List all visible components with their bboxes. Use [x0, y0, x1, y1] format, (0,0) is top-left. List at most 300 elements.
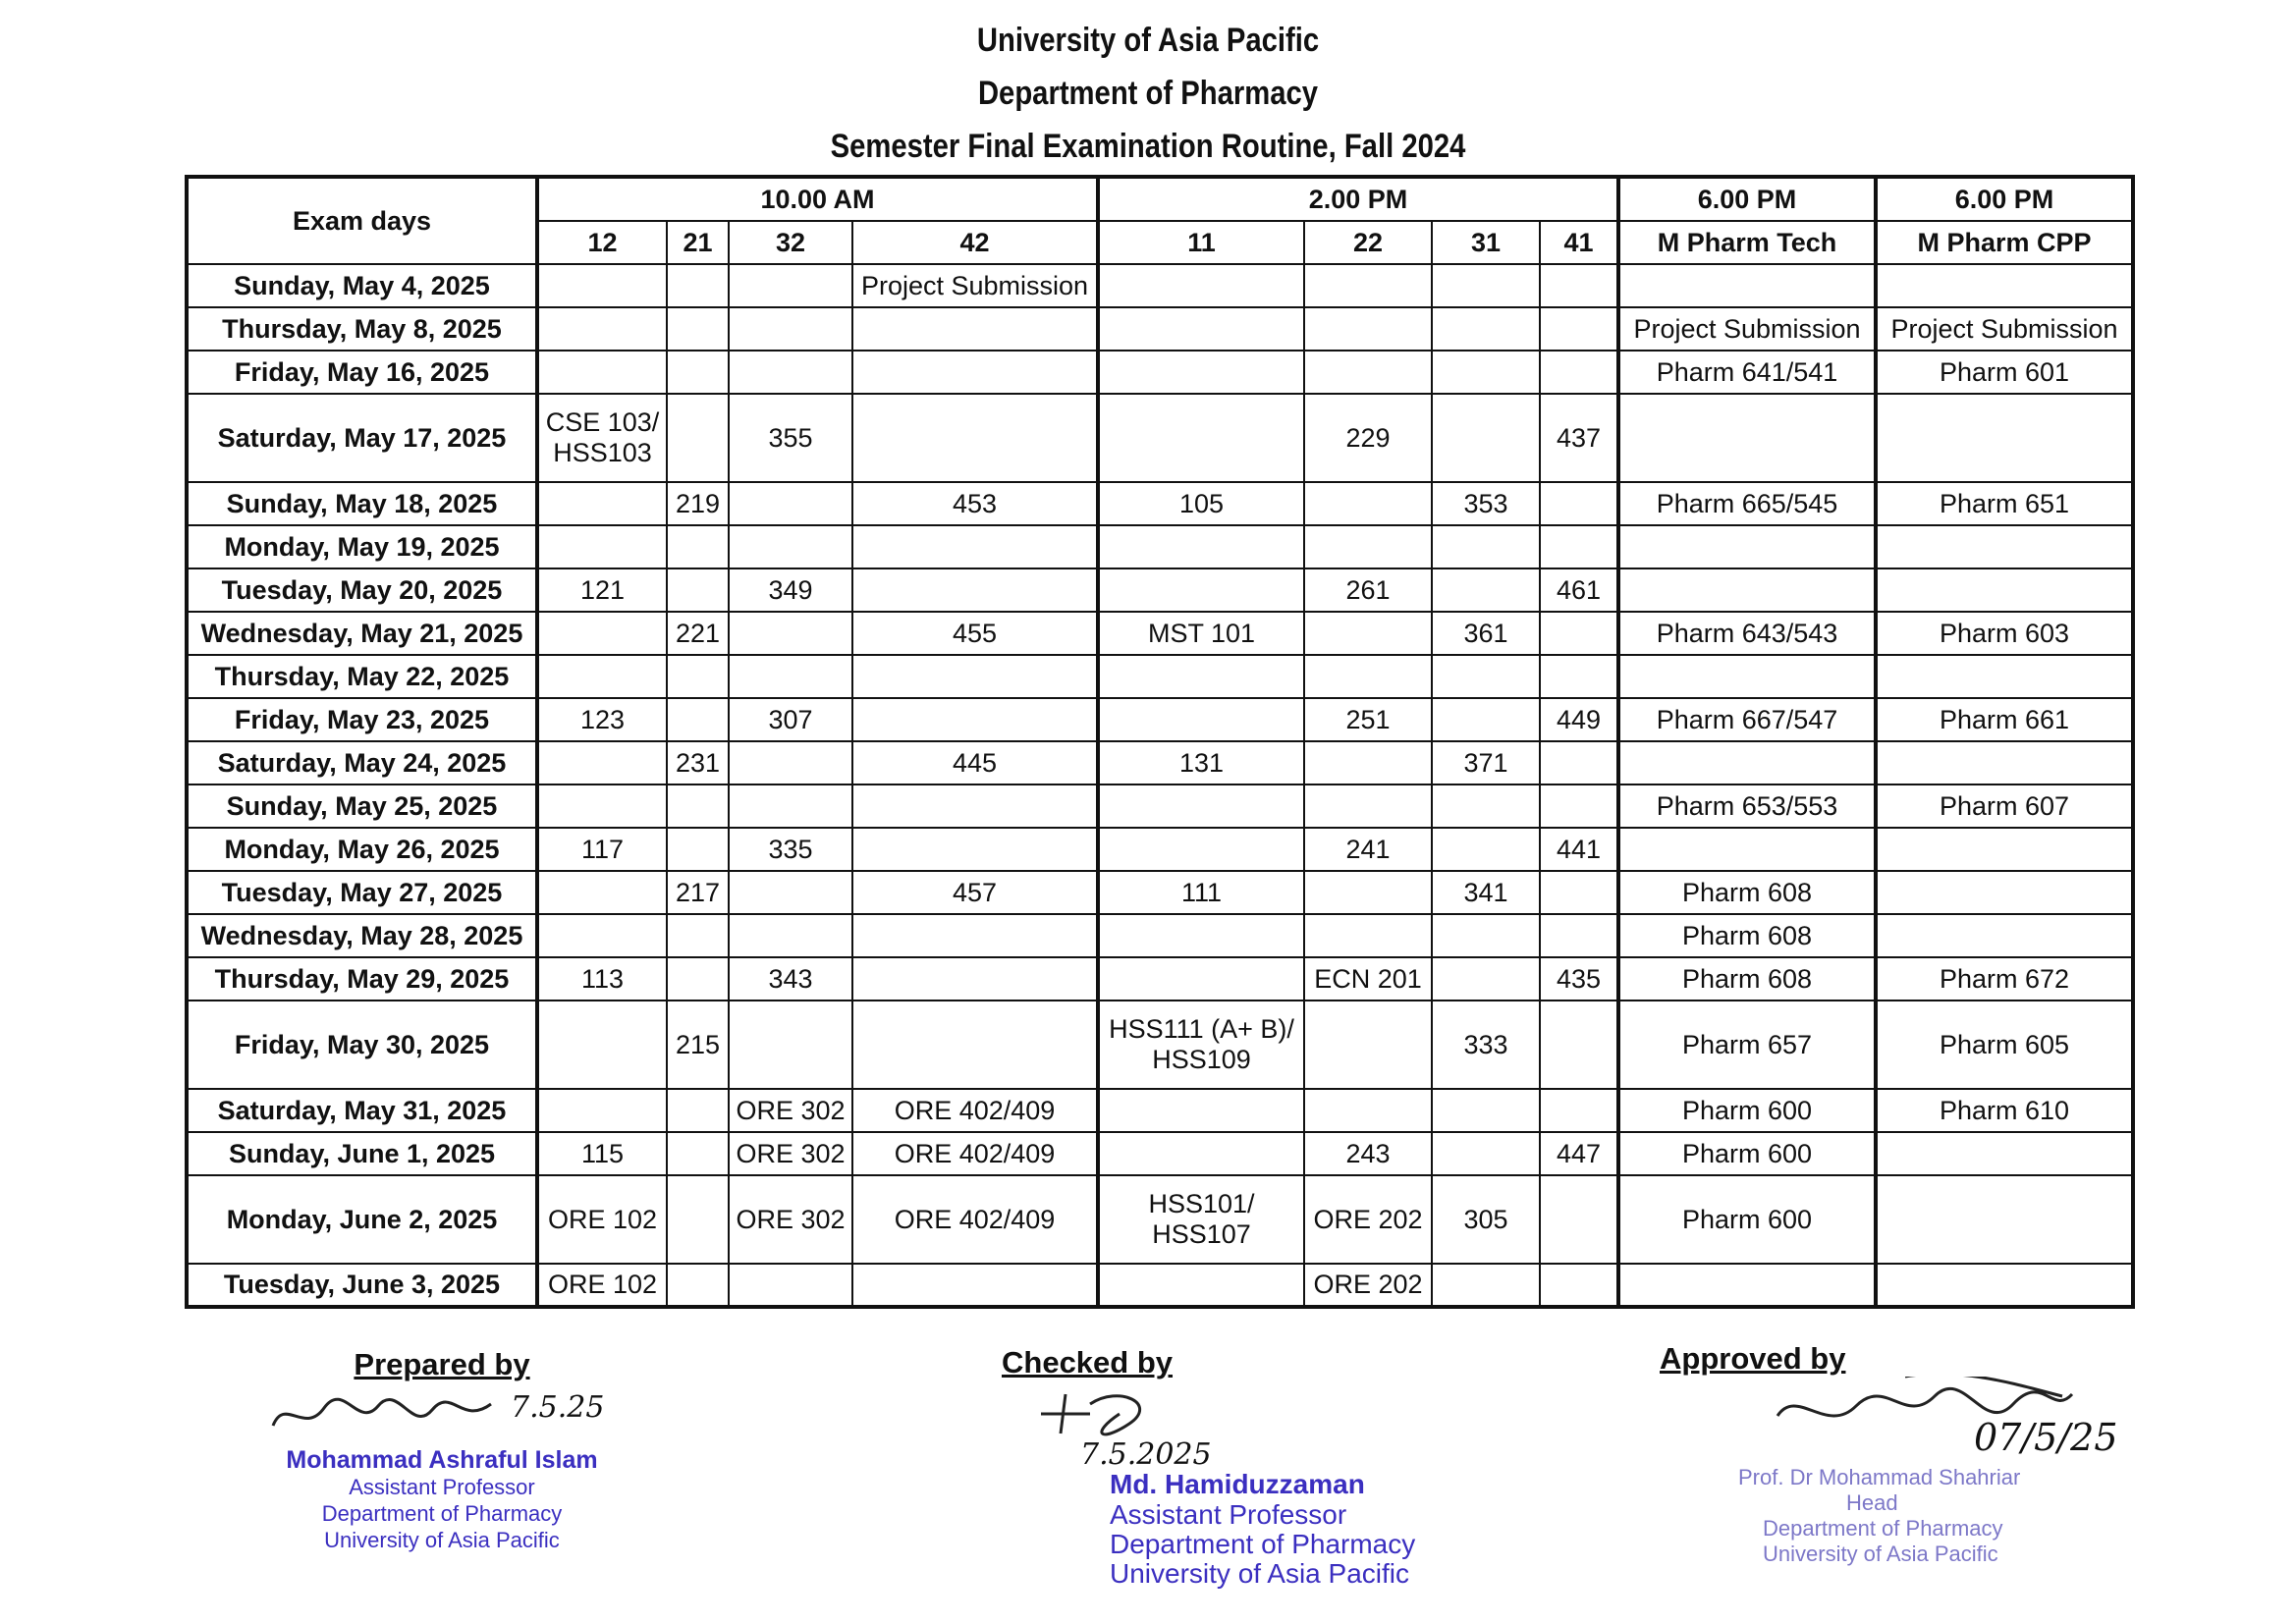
course-cell — [1304, 914, 1432, 957]
course-cell — [1304, 1001, 1432, 1089]
course-cell — [1098, 655, 1304, 698]
course-cell: 117 — [537, 828, 667, 871]
course-cell — [537, 871, 667, 914]
course-cell — [852, 655, 1098, 698]
course-cell — [729, 914, 852, 957]
course-cell — [1304, 871, 1432, 914]
course-code-line: CSE 103/ — [545, 407, 660, 437]
course-cell — [852, 525, 1098, 568]
course-cell — [1540, 264, 1618, 307]
course-cell — [1540, 655, 1618, 698]
course-cell — [667, 1089, 729, 1132]
course-cell — [537, 264, 667, 307]
slot-header-2pm: 2.00 PM — [1098, 177, 1618, 221]
course-cell: Pharm 641/541 — [1618, 351, 1876, 394]
course-cell: ORE 102 — [537, 1175, 667, 1264]
course-cell — [1098, 1089, 1304, 1132]
course-cell: 341 — [1432, 871, 1540, 914]
course-cell — [1432, 914, 1540, 957]
course-cell — [1098, 828, 1304, 871]
course-cell — [1098, 957, 1304, 1001]
checked-dept: Department of Pharmacy — [1110, 1529, 1416, 1559]
course-cell: Pharm 608 — [1618, 871, 1876, 914]
course-cell — [1876, 264, 2133, 307]
course-cell: Pharm 608 — [1618, 914, 1876, 957]
exam-day-cell: Friday, May 30, 2025 — [187, 1001, 537, 1089]
course-cell: Pharm 665/545 — [1618, 482, 1876, 525]
course-cell: 437 — [1540, 394, 1618, 482]
course-code-line: HSS101/ — [1148, 1189, 1255, 1218]
course-cell: Pharm 661 — [1876, 698, 2133, 741]
course-cell — [1432, 784, 1540, 828]
course-cell: 115 — [537, 1132, 667, 1175]
course-cell — [1540, 525, 1618, 568]
course-cell — [1876, 914, 2133, 957]
exam-day-cell: Saturday, May 31, 2025 — [187, 1089, 537, 1132]
course-cell — [537, 655, 667, 698]
course-cell: 231 — [667, 741, 729, 784]
course-cell — [852, 914, 1098, 957]
course-cell: 353 — [1432, 482, 1540, 525]
course-cell: 447 — [1540, 1132, 1618, 1175]
course-cell — [667, 394, 729, 482]
course-cell — [729, 784, 852, 828]
course-cell — [729, 482, 852, 525]
course-cell — [667, 264, 729, 307]
course-cell — [729, 741, 852, 784]
course-cell — [852, 1001, 1098, 1089]
course-cell — [1432, 264, 1540, 307]
course-cell — [1876, 568, 2133, 612]
exam-day-cell: Saturday, May 24, 2025 — [187, 741, 537, 784]
approved-univ: University of Asia Pacific — [1763, 1542, 1998, 1566]
course-cell: ORE 202 — [1304, 1264, 1432, 1307]
course-cell — [729, 612, 852, 655]
course-cell: 449 — [1540, 698, 1618, 741]
course-cell: Pharm 600 — [1618, 1132, 1876, 1175]
course-cell — [1540, 741, 1618, 784]
course-cell: ORE 402/409 — [852, 1132, 1098, 1175]
prepared-signature — [255, 1382, 629, 1447]
course-cell — [1618, 525, 1876, 568]
exam-day-cell: Wednesday, May 28, 2025 — [187, 914, 537, 957]
course-cell: 457 — [852, 871, 1098, 914]
table-row — [187, 784, 2133, 828]
batch-header: 31 — [1432, 221, 1540, 264]
course-cell — [667, 307, 729, 351]
prepared-by-block — [255, 1347, 629, 1553]
course-cell: Pharm 610 — [1876, 1089, 2133, 1132]
course-cell — [1432, 351, 1540, 394]
table-row — [187, 1264, 2133, 1307]
course-code-line: HSS111 (A+ B)/ — [1109, 1014, 1294, 1044]
table-row — [187, 525, 2133, 568]
exam-day-cell: Tuesday, May 20, 2025 — [187, 568, 537, 612]
course-cell — [1304, 482, 1432, 525]
course-cell — [1098, 525, 1304, 568]
course-cell: 455 — [852, 612, 1098, 655]
course-cell: Project Submission — [852, 264, 1098, 307]
table-row — [187, 741, 2133, 784]
course-cell — [1876, 1132, 2133, 1175]
course-cell — [667, 784, 729, 828]
course-cell — [1876, 1264, 2133, 1307]
course-cell: 229 — [1304, 394, 1432, 482]
course-cell — [1540, 871, 1618, 914]
batch-header: 11 — [1098, 221, 1304, 264]
course-cell: 333 — [1432, 1001, 1540, 1089]
course-cell — [1432, 1089, 1540, 1132]
course-code-line: HSS107 — [1152, 1219, 1251, 1249]
batch-header: 32 — [729, 221, 852, 264]
course-cell — [537, 741, 667, 784]
course-cell: Pharm 657 — [1618, 1001, 1876, 1089]
course-cell — [537, 307, 667, 351]
batch-header: 21 — [667, 221, 729, 264]
batch-header: 42 — [852, 221, 1098, 264]
checked-date: 7.5.2025 — [1080, 1437, 1212, 1472]
table-row — [187, 394, 2133, 482]
course-cell — [1098, 1264, 1304, 1307]
course-cell — [852, 828, 1098, 871]
exam-day-cell: Tuesday, May 27, 2025 — [187, 871, 537, 914]
course-cell — [1540, 914, 1618, 957]
course-cell — [852, 784, 1098, 828]
course-cell — [1098, 394, 1304, 482]
approved-name: Prof. Dr Mohammad Shahriar — [1738, 1465, 2021, 1489]
table-row — [187, 871, 2133, 914]
course-cell — [1432, 307, 1540, 351]
exam-day-cell: Thursday, May 29, 2025 — [187, 957, 537, 1001]
course-cell — [537, 612, 667, 655]
course-cell — [1432, 525, 1540, 568]
course-cell: Pharm 603 — [1876, 612, 2133, 655]
course-cell: Pharm 601 — [1876, 351, 2133, 394]
course-cell — [1098, 784, 1304, 828]
course-cell — [1304, 525, 1432, 568]
course-cell — [1304, 1089, 1432, 1132]
approved-title: Head — [1846, 1490, 1898, 1515]
table-row — [187, 655, 2133, 698]
course-cell — [1098, 1175, 1304, 1264]
exam-day-cell: Monday, June 2, 2025 — [187, 1175, 537, 1264]
course-cell — [729, 871, 852, 914]
course-cell — [667, 957, 729, 1001]
course-cell: 131 — [1098, 741, 1304, 784]
approved-by-block — [1660, 1341, 2170, 1567]
course-cell — [537, 914, 667, 957]
course-cell: 371 — [1432, 741, 1540, 784]
course-cell — [1304, 784, 1432, 828]
course-cell — [1540, 1089, 1618, 1132]
course-cell — [537, 525, 667, 568]
course-cell — [852, 307, 1098, 351]
exam-day-cell: Friday, May 16, 2025 — [187, 351, 537, 394]
course-cell: 217 — [667, 871, 729, 914]
course-cell: Pharm 667/547 — [1618, 698, 1876, 741]
day-column-header: Exam days — [187, 177, 537, 264]
course-cell — [1618, 828, 1876, 871]
course-cell — [1876, 741, 2133, 784]
course-cell — [729, 525, 852, 568]
checked-by-label: Checked by — [1002, 1345, 1174, 1380]
course-cell: 305 — [1432, 1175, 1540, 1264]
table-row — [187, 698, 2133, 741]
course-cell — [1876, 828, 2133, 871]
course-cell — [1304, 307, 1432, 351]
course-cell — [537, 784, 667, 828]
course-cell: 335 — [729, 828, 852, 871]
course-cell — [1540, 1001, 1618, 1089]
course-cell — [1098, 264, 1304, 307]
table-row — [187, 1089, 2133, 1132]
course-cell: ORE 302 — [729, 1132, 852, 1175]
course-cell — [1432, 698, 1540, 741]
exam-day-cell: Thursday, May 8, 2025 — [187, 307, 537, 351]
prepared-title: Assistant Professor — [349, 1475, 535, 1499]
course-cell: 221 — [667, 612, 729, 655]
program-header: M Pharm Tech — [1618, 221, 1876, 264]
table-row — [187, 1132, 2133, 1175]
course-cell — [1618, 1264, 1876, 1307]
document-header — [0, 14, 2296, 173]
course-cell: Pharm 653/553 — [1618, 784, 1876, 828]
course-cell — [852, 957, 1098, 1001]
course-cell — [1432, 568, 1540, 612]
exam-day-cell: Sunday, May 4, 2025 — [187, 264, 537, 307]
approved-dept: Department of Pharmacy — [1763, 1516, 2003, 1541]
approved-signature — [1660, 1377, 2170, 1465]
course-cell: Pharm 600 — [1618, 1089, 1876, 1132]
routine-title: Semester Final Examination Routine, Fall 2024 — [830, 128, 1466, 165]
exam-day-cell: Monday, May 19, 2025 — [187, 525, 537, 568]
table-row — [187, 612, 2133, 655]
table-row — [187, 957, 2133, 1001]
course-cell — [1098, 698, 1304, 741]
course-cell — [1304, 264, 1432, 307]
course-cell — [1618, 655, 1876, 698]
exam-day-cell: Friday, May 23, 2025 — [187, 698, 537, 741]
table-row — [187, 828, 2133, 871]
table-row — [187, 914, 2133, 957]
course-cell — [1432, 828, 1540, 871]
batch-header: 41 — [1540, 221, 1618, 264]
course-cell — [1540, 612, 1618, 655]
course-cell: 435 — [1540, 957, 1618, 1001]
approved-date: 07/5/25 — [1974, 1416, 2118, 1459]
exam-day-cell: Wednesday, May 21, 2025 — [187, 612, 537, 655]
checked-signature — [972, 1380, 1522, 1472]
course-cell — [667, 1175, 729, 1264]
course-cell — [729, 351, 852, 394]
batch-header: 12 — [537, 221, 667, 264]
course-cell — [852, 394, 1098, 482]
course-cell: ORE 102 — [537, 1264, 667, 1307]
department-name: Department of Pharmacy — [977, 75, 1319, 112]
exam-day-cell: Sunday, May 25, 2025 — [187, 784, 537, 828]
checked-title: Assistant Professor — [1110, 1499, 1347, 1530]
course-cell: ORE 302 — [729, 1175, 852, 1264]
signature-scribble-icon — [265, 1386, 501, 1441]
course-cell — [1304, 612, 1432, 655]
course-cell: 121 — [537, 568, 667, 612]
slot-header-6pm-cpp: 6.00 PM — [1876, 177, 2133, 221]
course-cell: 445 — [852, 741, 1098, 784]
course-cell: 111 — [1098, 871, 1304, 914]
course-cell — [1432, 957, 1540, 1001]
course-cell — [1540, 1264, 1618, 1307]
course-cell: ORE 302 — [729, 1089, 852, 1132]
course-cell — [667, 525, 729, 568]
exam-day-cell: Sunday, May 18, 2025 — [187, 482, 537, 525]
course-code-line: HSS109 — [1152, 1045, 1251, 1074]
course-cell: Project Submission — [1618, 307, 1876, 351]
table-row — [187, 1175, 2133, 1264]
checked-by-block — [972, 1345, 1522, 1589]
table-row — [187, 568, 2133, 612]
course-cell — [667, 655, 729, 698]
exam-day-cell: Monday, May 26, 2025 — [187, 828, 537, 871]
course-cell — [1618, 394, 1876, 482]
signature-scribble-icon — [1031, 1384, 1169, 1443]
course-cell — [1098, 568, 1304, 612]
course-cell: Pharm 651 — [1876, 482, 2133, 525]
course-cell: Pharm 600 — [1618, 1175, 1876, 1264]
exam-routine-table — [185, 175, 2135, 1309]
course-cell — [852, 568, 1098, 612]
course-cell — [1540, 482, 1618, 525]
course-cell — [1876, 871, 2133, 914]
course-cell — [667, 351, 729, 394]
course-cell: 219 — [667, 482, 729, 525]
program-header: M Pharm CPP — [1876, 221, 2133, 264]
course-cell — [1304, 741, 1432, 784]
course-cell: Pharm 672 — [1876, 957, 2133, 1001]
course-cell — [667, 914, 729, 957]
prepared-name: Mohammad Ashraful Islam — [286, 1446, 598, 1474]
table-row — [187, 307, 2133, 351]
course-cell — [1540, 351, 1618, 394]
course-cell — [729, 264, 852, 307]
course-cell: Pharm 643/543 — [1618, 612, 1876, 655]
course-cell — [1618, 741, 1876, 784]
course-cell — [1098, 1132, 1304, 1175]
exam-day-cell: Saturday, May 17, 2025 — [187, 394, 537, 482]
course-cell — [729, 655, 852, 698]
course-cell: 251 — [1304, 698, 1432, 741]
course-cell — [1618, 264, 1876, 307]
course-cell: 261 — [1304, 568, 1432, 612]
course-cell — [537, 351, 667, 394]
course-cell — [1304, 655, 1432, 698]
course-cell — [1432, 655, 1540, 698]
course-cell — [1540, 784, 1618, 828]
exam-day-cell: Sunday, June 1, 2025 — [187, 1132, 537, 1175]
course-cell: 307 — [729, 698, 852, 741]
course-cell — [1304, 351, 1432, 394]
prepared-date: 7.5.25 — [511, 1390, 605, 1425]
course-cell — [1618, 568, 1876, 612]
checked-name: Md. Hamiduzzaman — [1110, 1469, 1365, 1499]
course-cell — [1876, 1175, 2133, 1264]
course-cell — [1432, 394, 1540, 482]
prepared-by-label: Prepared by — [354, 1347, 530, 1381]
course-cell — [1876, 394, 2133, 482]
course-cell: Project Submission — [1876, 307, 2133, 351]
course-cell — [729, 1264, 852, 1307]
course-cell — [852, 351, 1098, 394]
course-cell — [729, 1001, 852, 1089]
course-cell — [729, 307, 852, 351]
course-cell: ORE 202 — [1304, 1175, 1432, 1264]
course-cell: ECN 201 — [1304, 957, 1432, 1001]
table-row — [187, 482, 2133, 525]
course-cell — [1876, 525, 2133, 568]
course-cell: MST 101 — [1098, 612, 1304, 655]
course-cell — [667, 828, 729, 871]
course-cell — [667, 1132, 729, 1175]
course-cell — [852, 698, 1098, 741]
course-cell: 355 — [729, 394, 852, 482]
course-cell — [1432, 1132, 1540, 1175]
course-cell: 343 — [729, 957, 852, 1001]
course-cell: ORE 402/409 — [852, 1175, 1098, 1264]
course-cell: 349 — [729, 568, 852, 612]
course-cell — [1876, 655, 2133, 698]
table-header — [187, 177, 2133, 264]
course-cell — [1540, 307, 1618, 351]
course-cell: 361 — [1432, 612, 1540, 655]
table-body — [187, 264, 2133, 1307]
exam-day-cell: Tuesday, June 3, 2025 — [187, 1264, 537, 1307]
course-cell — [537, 1089, 667, 1132]
course-cell — [1098, 351, 1304, 394]
course-cell — [852, 1264, 1098, 1307]
batch-header: 22 — [1304, 221, 1432, 264]
course-cell — [537, 1001, 667, 1089]
university-name: University of Asia Pacific — [976, 22, 1320, 59]
course-cell — [1098, 307, 1304, 351]
course-cell: 453 — [852, 482, 1098, 525]
slot-header-6pm-tech: 6.00 PM — [1618, 177, 1876, 221]
course-cell: 113 — [537, 957, 667, 1001]
course-cell: 123 — [537, 698, 667, 741]
course-cell — [1432, 1264, 1540, 1307]
slot-header-10am: 10.00 AM — [537, 177, 1098, 221]
approved-by-label: Approved by — [1660, 1341, 1846, 1376]
course-cell: 243 — [1304, 1132, 1432, 1175]
course-cell: Pharm 605 — [1876, 1001, 2133, 1089]
table-row — [187, 1001, 2133, 1089]
course-cell: 241 — [1304, 828, 1432, 871]
course-cell: 105 — [1098, 482, 1304, 525]
table-row — [187, 351, 2133, 394]
course-cell: Pharm 607 — [1876, 784, 2133, 828]
course-cell — [1098, 914, 1304, 957]
exam-day-cell: Thursday, May 22, 2025 — [187, 655, 537, 698]
course-cell: 461 — [1540, 568, 1618, 612]
course-cell — [1540, 1175, 1618, 1264]
course-code-line: HSS103 — [553, 438, 652, 467]
course-cell — [667, 568, 729, 612]
course-cell — [1098, 1001, 1304, 1089]
prepared-dept: Department of Pharmacy — [321, 1501, 563, 1526]
prepared-univ: University of Asia Pacific — [324, 1528, 560, 1552]
course-cell: 441 — [1540, 828, 1618, 871]
course-cell: ORE 402/409 — [852, 1089, 1098, 1132]
checked-univ: University of Asia Pacific — [1110, 1558, 1409, 1589]
course-cell — [667, 698, 729, 741]
